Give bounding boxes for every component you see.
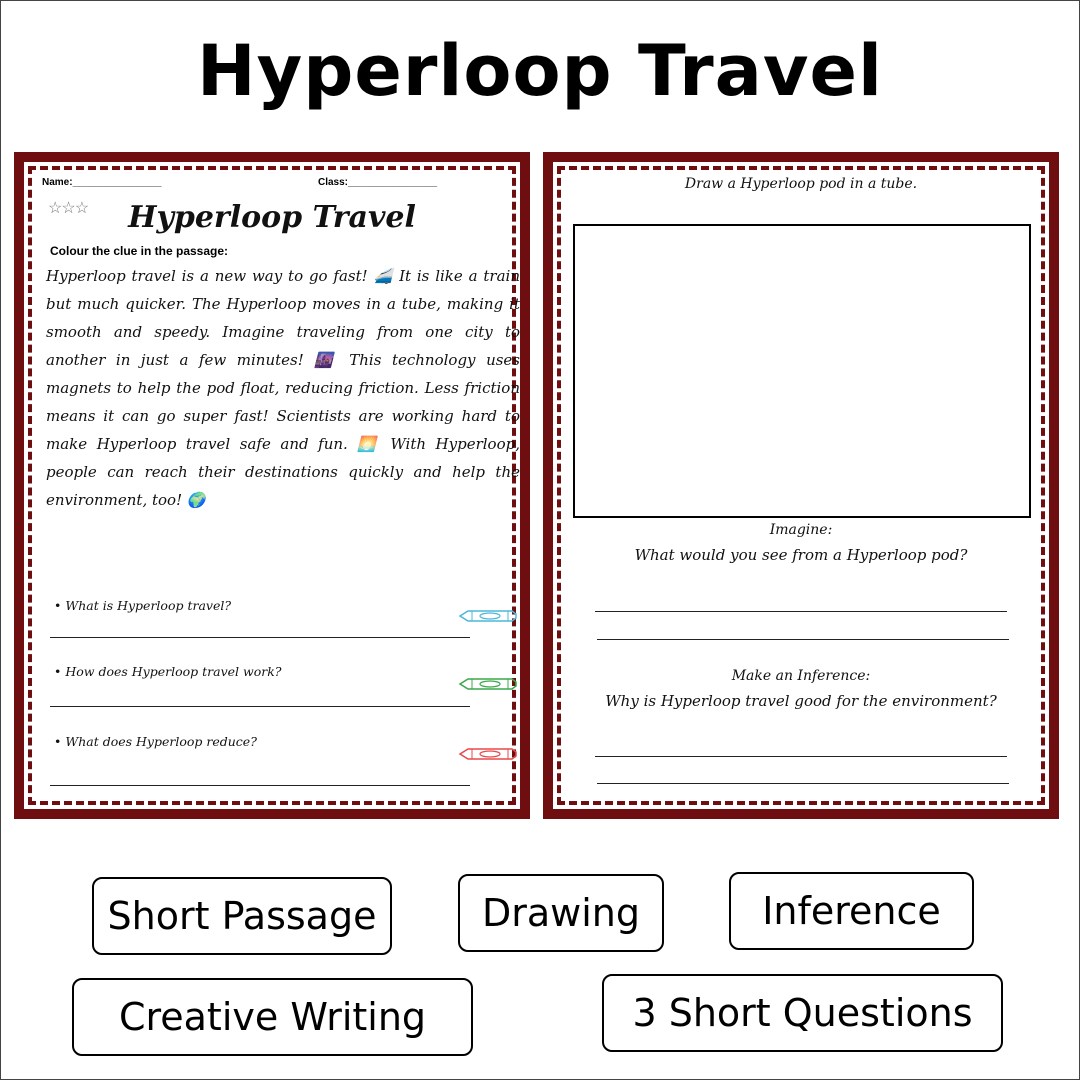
worksheet-title: Hyperloop Travel [128,200,416,235]
inference-heading: Make an Inference: [731,668,871,684]
tag-creative-writing: Creative Writing [72,978,473,1056]
writing-line[interactable] [597,639,1009,640]
page-title: Hyperloop Travel [197,30,883,112]
question-2: • How does Hyperloop travel work? [54,664,282,679]
question-text: What does Hyperloop reduce? [65,734,257,749]
draw-prompt: Draw a Hyperloop pod in a tube. [684,176,918,192]
writing-line[interactable] [595,756,1007,757]
reading-passage: Hyperloop travel is a new way to go fast! 🚄 It is like a train but much quicker. The Hyperloop moves in a tube, making it smooth and speedy. Imagine traveling from one city to another in just a few minutes! 🌆 This technology uses magnets to help the pod float, reducing friction. Less friction means it can go super fast! Scientists are working hard to make Hyperloop travel safe and fun. 🌅 With Hyperloop, people can reach their destinations quickly and help the environment, too! 🌍 [46,267,520,509]
instruction-text: Colour the clue in the passage: [50,244,229,258]
worksheet-inner [553,162,1049,809]
red-crayon-icon [458,746,518,762]
worksheet-page-drawing [543,152,1059,819]
question-text: What is Hyperloop travel? [65,598,232,613]
question-1: • What is Hyperloop travel? [54,598,232,613]
name-field-label: Name:________________ [42,177,162,188]
class-field-label: Class:________________ [318,177,437,188]
blue-crayon-icon [458,608,518,624]
imagine-heading: Imagine: [769,522,833,538]
green-crayon-icon [458,676,518,692]
drawing-box[interactable] [573,224,1031,518]
rating-stars-icon: ☆☆☆ [48,200,89,217]
writing-line[interactable] [597,783,1009,784]
question-3: • What does Hyperloop reduce? [54,734,257,749]
inference-question: Why is Hyperloop travel good for the environment? [605,692,997,710]
tag-3-short-questions: 3 Short Questions [602,974,1003,1052]
tag-inference: Inference [729,872,974,950]
answer-line[interactable] [50,637,470,638]
worksheet-page-passage [14,152,530,819]
answer-line[interactable] [50,785,470,786]
writing-line[interactable] [595,611,1007,612]
imagine-question: What would you see from a Hyperloop pod? [634,546,968,564]
worksheet-inner [24,162,520,809]
tag-short-passage: Short Passage [92,877,392,955]
tag-drawing: Drawing [458,874,664,952]
question-text: How does Hyperloop travel work? [65,664,282,679]
answer-line[interactable] [50,706,470,707]
